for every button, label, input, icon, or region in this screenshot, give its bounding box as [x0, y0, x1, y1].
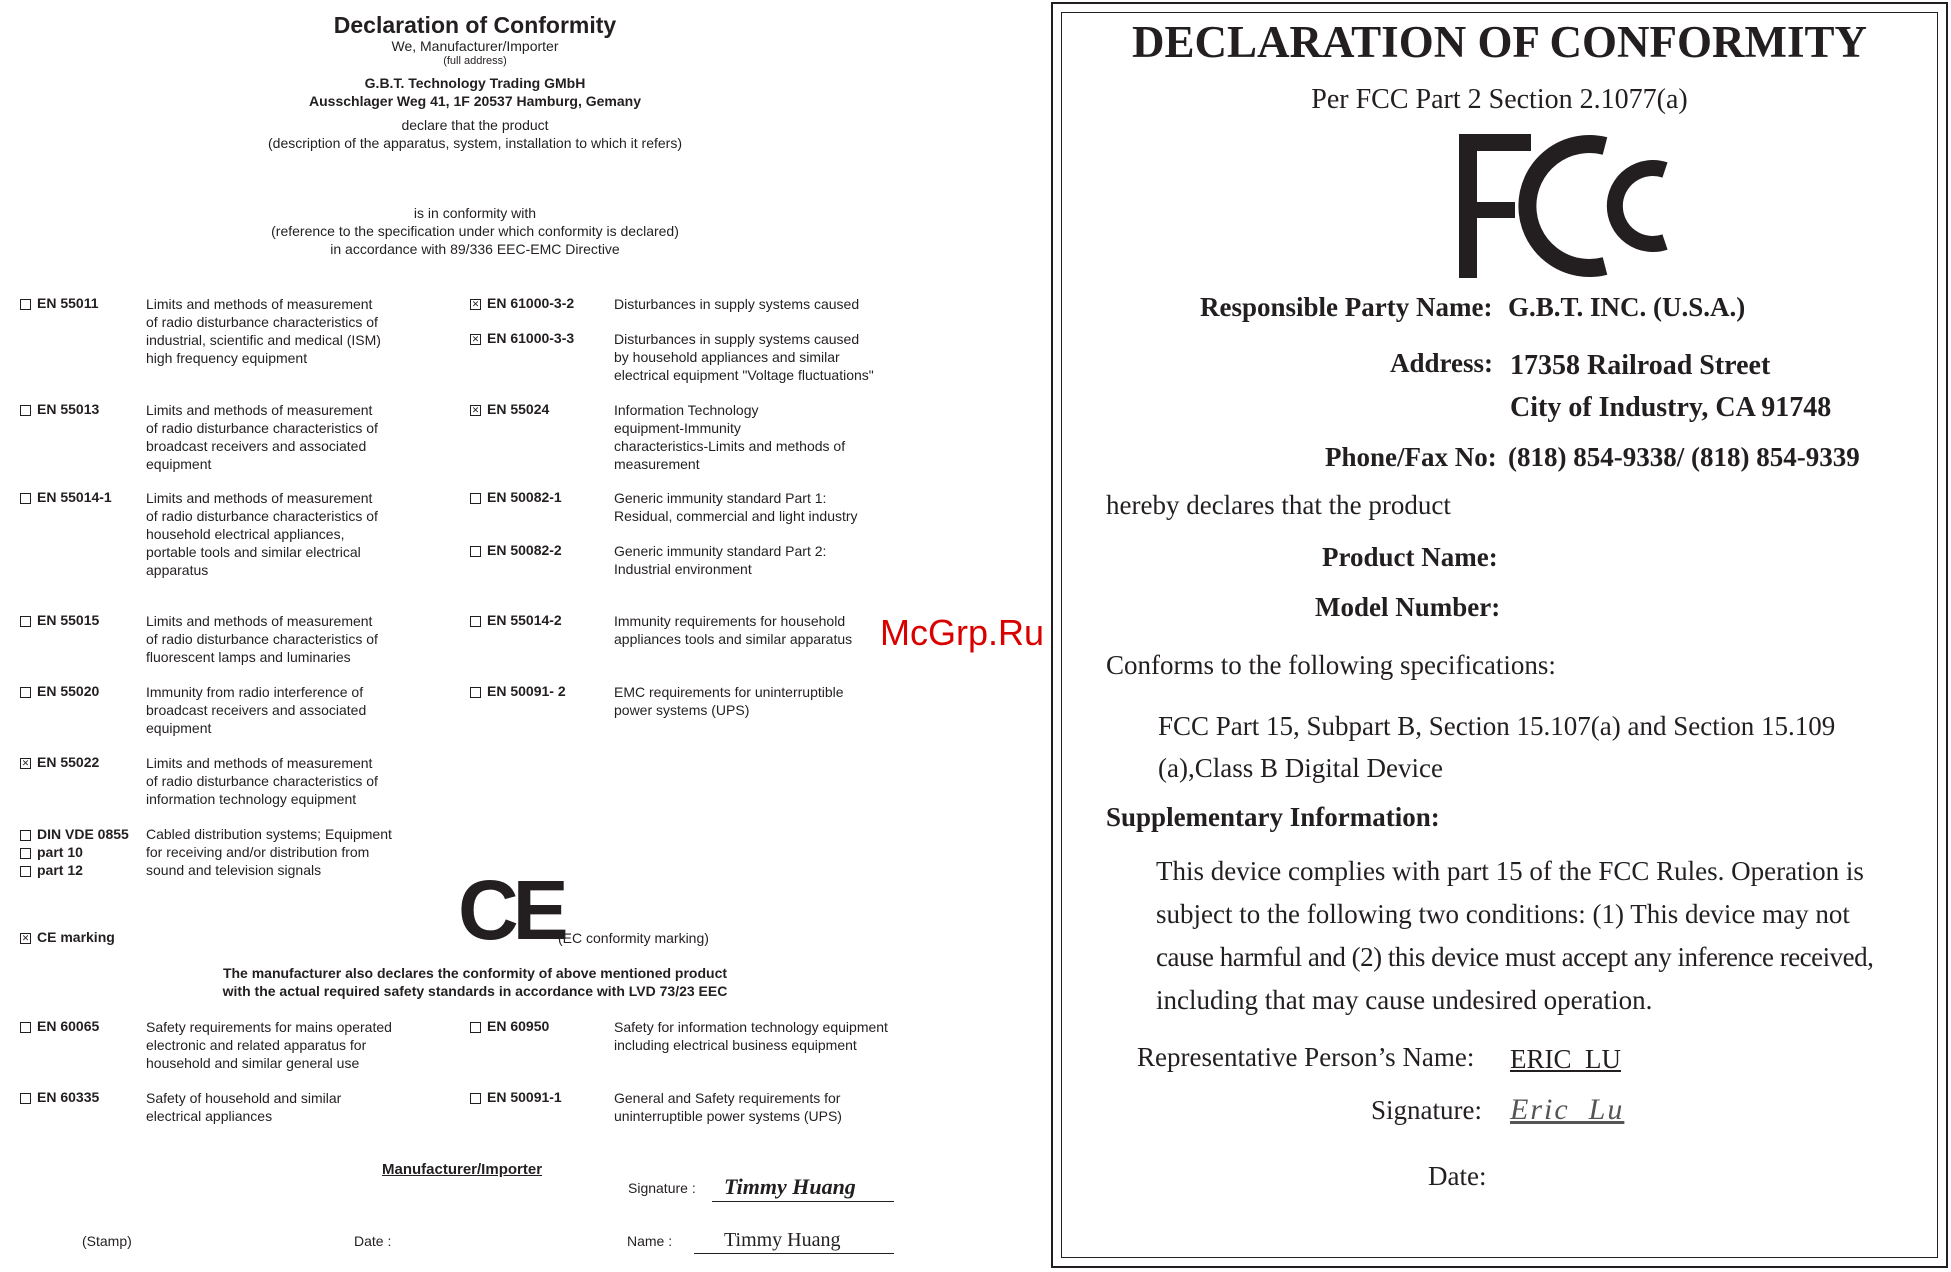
standard-item: ✕EN 55024 — [470, 401, 549, 417]
checkbox-checked-icon — [20, 933, 31, 944]
supp-line: This device complies with part 15 of the FCC Rules. Operation is — [1156, 856, 1864, 886]
standard-desc: Safety requirements for mains operated electronic and related apparatus for household and similar general use — [146, 1019, 392, 1071]
standard-item: ✕EN 55022 — [20, 754, 99, 770]
checkbox-checked-icon — [20, 758, 31, 769]
standard-desc: Cabled distribution systems; Equipment for receiving and/or distribution from sound and television signals — [146, 826, 392, 878]
rep-value: ERIC LU — [1510, 1044, 1621, 1074]
standard-desc: Limits and methods of measurement of radio disturbance characteristics of information technology equipment — [146, 755, 378, 807]
responsible-label: Responsible Party Name: — [1200, 292, 1493, 322]
product-name-label: Product Name: — [1322, 542, 1498, 572]
checkbox-checked-icon — [470, 405, 481, 416]
standard-desc: Immunity requirements for household appliances tools and similar apparatus — [614, 613, 853, 647]
checkbox-icon — [20, 1022, 31, 1033]
ce-mark-logo: CE — [458, 863, 563, 957]
lvd-line: The manufacturer also declares the conformity of above mentioned product — [222, 965, 728, 981]
responsible-value: G.B.T. INC. (U.S.A.) — [1508, 292, 1746, 322]
header-line: We, Manufacturer/Importer — [391, 38, 559, 54]
sig-label: Signature: — [1371, 1095, 1482, 1125]
header-line: (full address) — [443, 55, 507, 67]
standard-desc: Limits and methods of measurement of radio disturbance characteristics of household electrical appliances, portable tools and similar electrical apparatus — [146, 490, 378, 578]
rep-label: Representative Person’s Name: — [1137, 1042, 1475, 1072]
standard-desc: Safety of household and similar electrical appliances — [146, 1090, 342, 1124]
watermark: McGrp.Ru — [880, 612, 1045, 653]
standard-item: EN 50091-1 — [470, 1089, 562, 1105]
conforms-text: Conforms to the following specifications: — [1106, 650, 1556, 680]
header-line: (description of the apparatus, system, installation to which it refers) — [268, 135, 682, 151]
standard-desc: EMC requirements for uninterruptible power systems (UPS) — [614, 684, 844, 718]
standard-desc: Limits and methods of measurement of radio disturbance characteristics of fluorescent lamps and luminaries — [146, 613, 378, 665]
standard-desc: General and Safety requirements for uninterruptible power systems (UPS) — [614, 1090, 842, 1124]
checkbox-icon — [470, 1022, 481, 1033]
standard-desc: Disturbances in supply systems caused by household appliances and similar electrical equipment "Voltage fluctuations" — [614, 331, 874, 383]
ce-caption: (EC conformity marking) — [558, 930, 709, 946]
checkbox-checked-icon — [470, 299, 481, 310]
phone-value: (818) 854-9338/ (818) 854-9339 — [1508, 442, 1860, 472]
checkbox-icon — [20, 405, 31, 416]
standard-item: EN 50091- 2 — [470, 683, 566, 699]
standard-item: EN 50082-2 — [470, 542, 562, 558]
standard-desc: Limits and methods of measurement of radio disturbance characteristics of industrial, scientific and medical (ISM) high frequency equipment — [146, 296, 381, 366]
standard-desc: Disturbances in supply systems caused — [614, 296, 860, 312]
checkbox-checked-icon — [470, 334, 481, 345]
company-address: Ausschlager Weg 41, 1F 20537 Hamburg, Gemany — [309, 93, 641, 109]
company-name: G.B.T. Technology Trading GMbH — [364, 75, 586, 91]
sig-value: Eric Lu — [1510, 1093, 1625, 1126]
standard-desc: Information Technology equipment-Immunity characteristics-Limits and methods of measurement — [614, 402, 846, 472]
address-label: Address: — [1390, 348, 1494, 378]
standard-desc: Limits and methods of measurement of radio disturbance characteristics of broadcast receivers and associated equipment — [146, 402, 378, 472]
conformity-line: (reference to the specification under which conformity is declared) — [271, 223, 679, 239]
checkbox-icon — [20, 687, 31, 698]
checkbox-icon — [20, 848, 31, 859]
standard-item: EN 55014-1 — [20, 489, 112, 505]
checkbox-icon — [20, 830, 31, 841]
date-label: Date: — [1428, 1161, 1487, 1191]
standard-desc: Safety for information technology equipment including electrical business equipment — [614, 1019, 888, 1053]
fcc-logo-icon — [1455, 132, 1673, 280]
supp-line: subject to the following two conditions: (1) This device may not — [1156, 899, 1850, 929]
standard-item: ✕EN 61000-3-2 — [470, 295, 574, 311]
supp-line: cause harmful and (2) this device must accept any inference received, — [1156, 942, 1874, 972]
manufacturer-heading: Manufacturer/Importer — [382, 1161, 543, 1178]
date-label: Date : — [354, 1233, 392, 1249]
checkbox-icon — [470, 493, 481, 504]
checkbox-icon — [470, 1093, 481, 1104]
conformity-line: is in conformity with — [413, 205, 537, 221]
address-line1: 17358 Railroad Street — [1510, 350, 1771, 381]
fcc-logo-text: FCC — [1455, 132, 1458, 133]
fcc-title: DECLARATION OF CONFORMITY — [1131, 17, 1867, 67]
checkbox-icon — [20, 1093, 31, 1104]
signature-handwritten: Timmy Huang — [724, 1174, 856, 1199]
checkbox-icon — [470, 546, 481, 557]
standard-desc: Generic immunity standard Part 2: Industrial environment — [614, 543, 827, 577]
signature-label: Signature : — [628, 1180, 696, 1196]
standard-item: EN 55020 — [20, 683, 99, 699]
stamp-label: (Stamp) — [82, 1233, 132, 1249]
phone-label: Phone/Fax No: — [1325, 442, 1497, 472]
standard-item: EN 60335 — [20, 1089, 99, 1105]
spec-line: FCC Part 15, Subpart B, Section 15.107(a) and Section 15.109 — [1158, 711, 1836, 741]
header-line: declare that the product — [401, 117, 549, 133]
declares-text: hereby declares that the product — [1106, 490, 1451, 520]
ce-marking-item: ✕CE marking — [20, 929, 115, 945]
standard-item: ✕EN 61000-3-3 — [470, 330, 574, 346]
standard-item: EN 55011 — [20, 295, 99, 311]
standard-item: EN 55013 — [20, 401, 99, 417]
model-number-label: Model Number: — [1315, 592, 1501, 622]
checkbox-icon — [20, 299, 31, 310]
din-codes: DIN VDE 0855 part 10 part 12 — [20, 825, 129, 879]
supp-label: Supplementary Information: — [1106, 802, 1440, 832]
checkbox-icon — [20, 493, 31, 504]
name-line — [694, 1253, 894, 1254]
supp-line: including that may cause undesired operation. — [1156, 985, 1653, 1015]
spec-line: (a),Class B Digital Device — [1158, 753, 1443, 783]
eu-title: Declaration of Conformity — [333, 12, 617, 38]
standard-item: EN 60065 — [20, 1018, 99, 1034]
checkbox-icon — [20, 616, 31, 627]
standard-item: EN 60950 — [470, 1018, 549, 1034]
name-value: Timmy Huang — [724, 1229, 841, 1251]
conformity-line: in accordance with 89/336 EEC-EMC Directive — [330, 241, 620, 257]
standard-item: EN 55015 — [20, 612, 99, 628]
address-line2: City of Industry, CA 91748 — [1510, 392, 1832, 423]
checkbox-icon — [470, 616, 481, 627]
standard-desc: Immunity from radio interference of broadcast receivers and associated equipment — [146, 684, 367, 736]
standard-desc: Generic immunity standard Part 1: Residual, commercial and light industry — [614, 490, 858, 524]
standard-item: EN 50082-1 — [470, 489, 562, 505]
fcc-subtitle: Per FCC Part 2 Section 2.1077(a) — [1311, 84, 1688, 115]
lvd-line: with the actual required safety standards in accordance with LVD 73/23 EEC — [222, 983, 728, 999]
name-label: Name : — [627, 1233, 673, 1249]
signature-line — [712, 1201, 894, 1202]
checkbox-icon — [470, 687, 481, 698]
checkbox-icon — [20, 866, 31, 877]
standard-item: EN 55014-2 — [470, 612, 562, 628]
